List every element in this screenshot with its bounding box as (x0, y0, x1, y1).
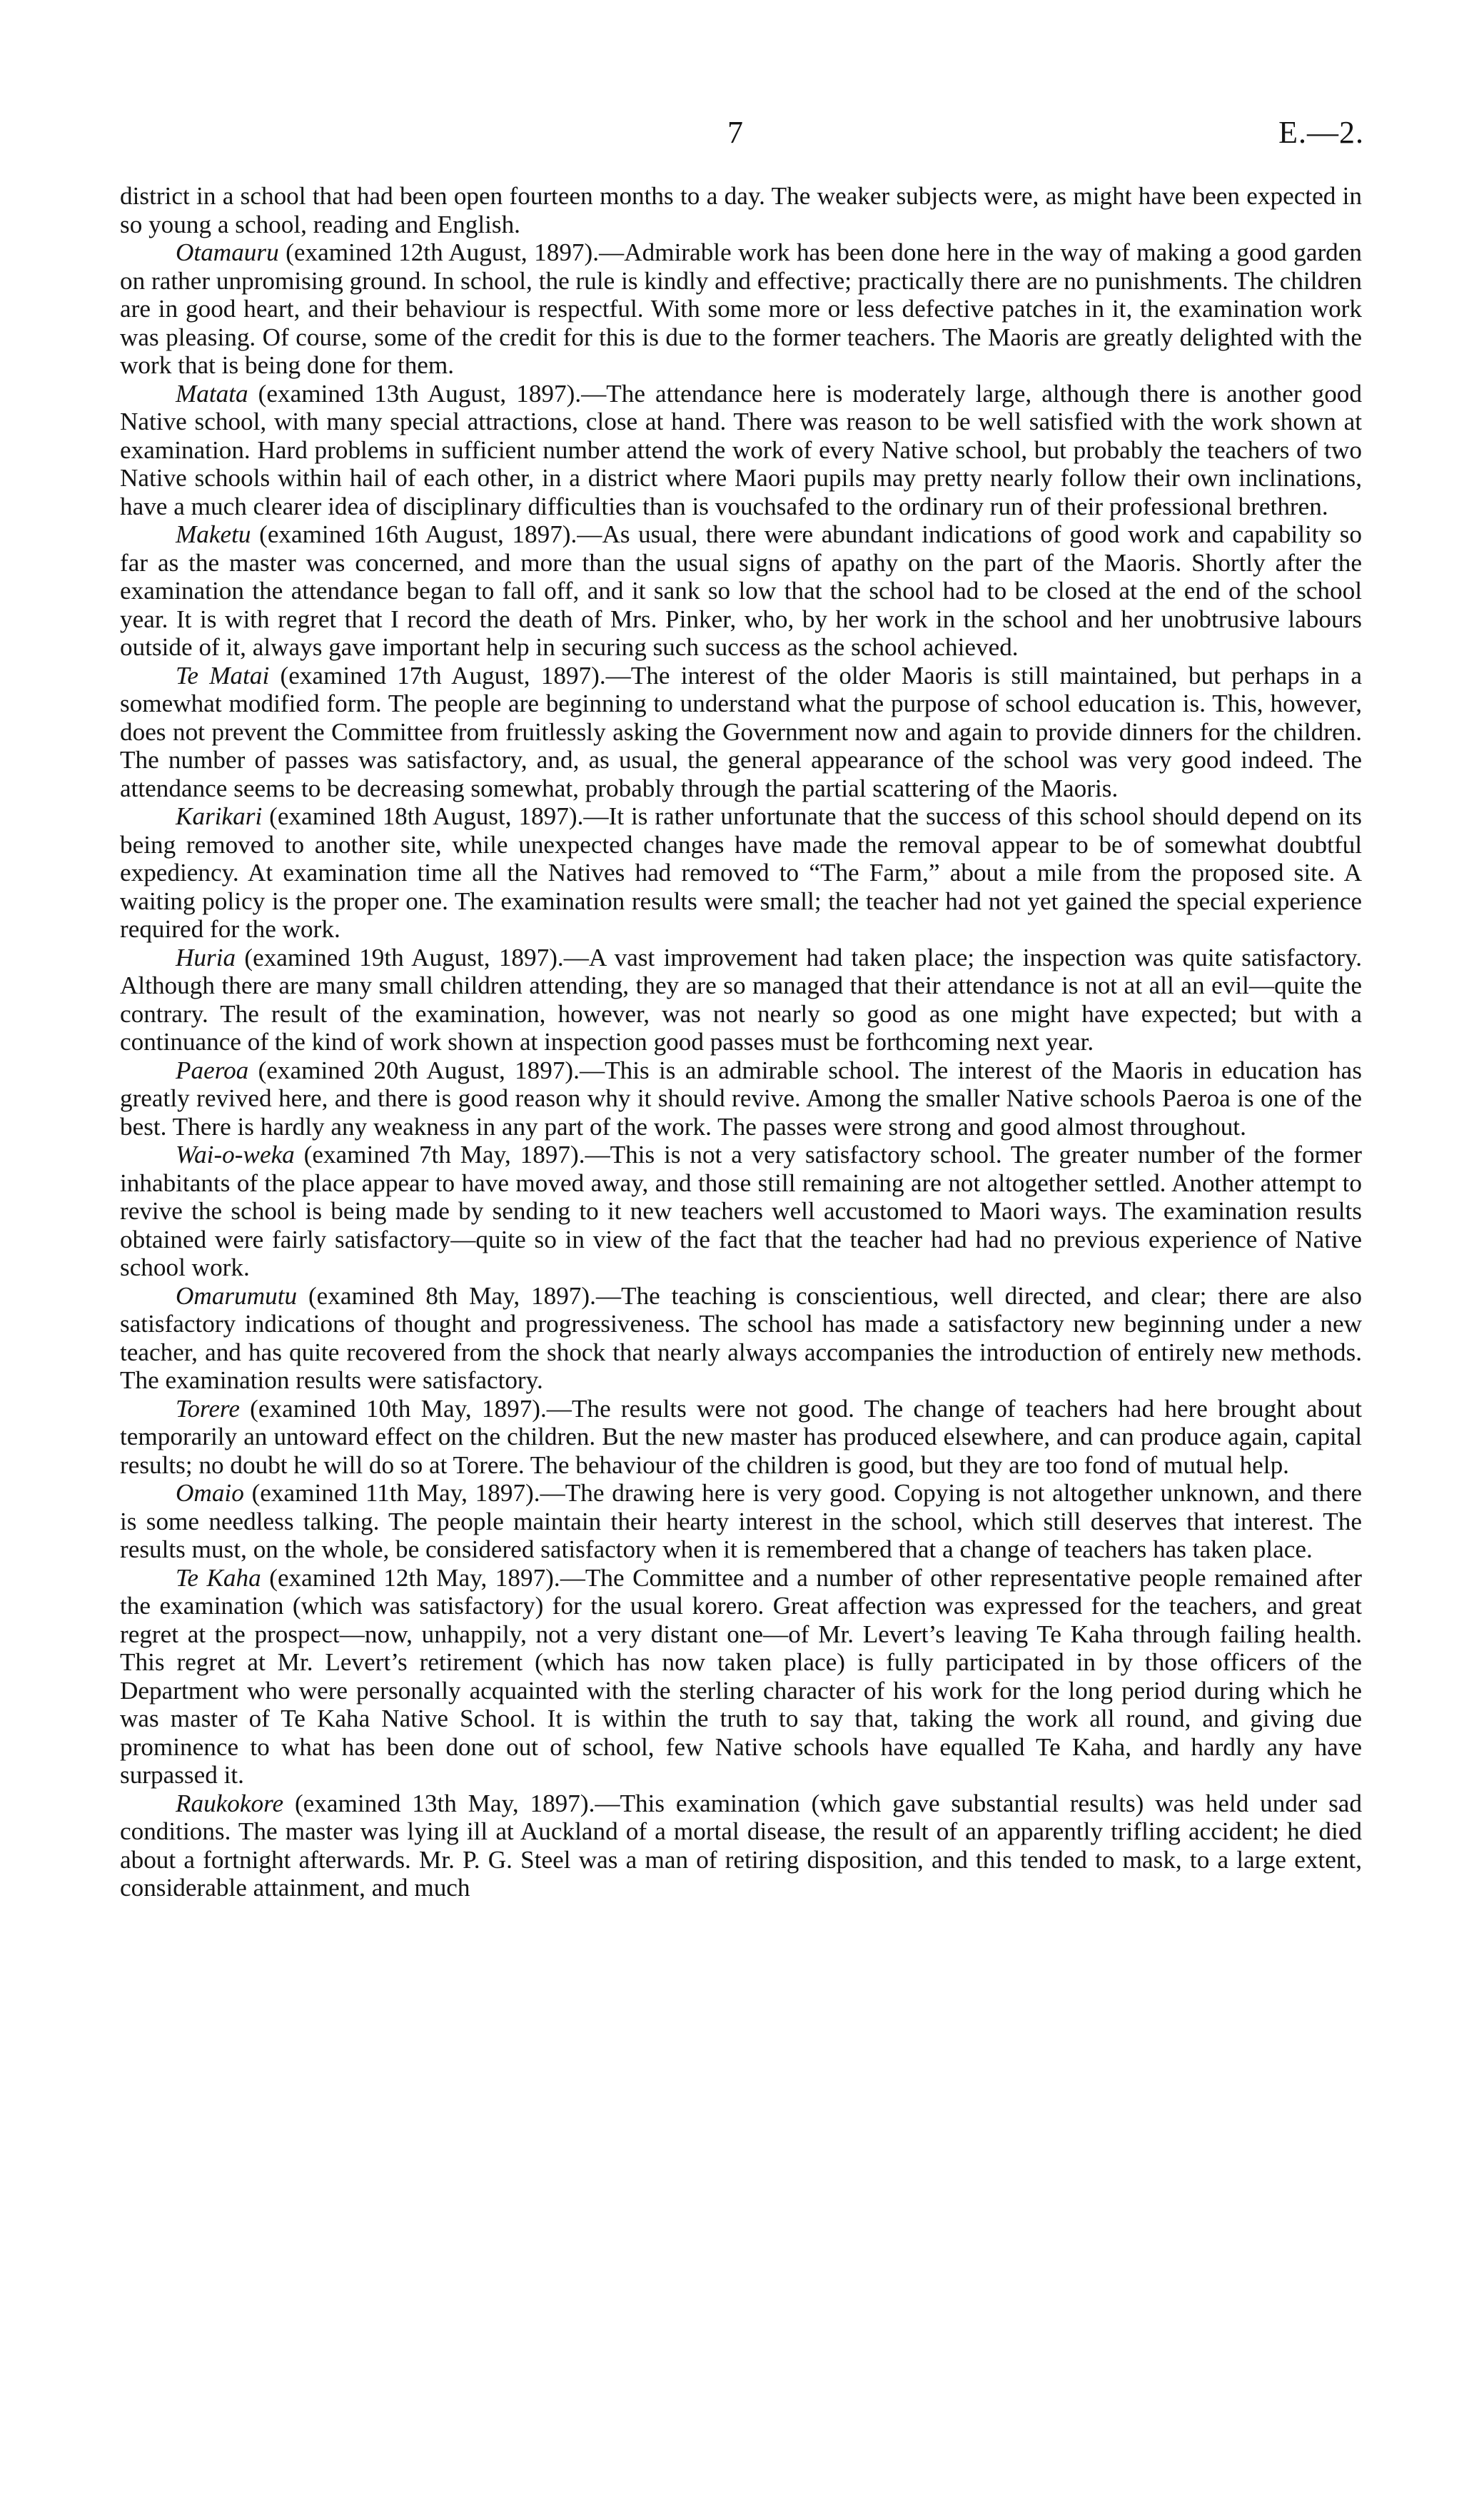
paragraph-huria (120, 944, 1362, 1056)
school-name: Matata (176, 379, 248, 408)
school-name: Otamauru (176, 238, 279, 266)
paragraph-otamauru (120, 238, 1362, 380)
paragraph-omaio (120, 1479, 1362, 1564)
paragraph-karikari (120, 802, 1362, 944)
paragraph-wai-o-weka (120, 1141, 1362, 1282)
paragraph-text: (examined 17th August, 1897).—The interest of the older Maoris is still maintained, but perhaps in a somewhat modified form. The people are beginning to understand what the purpose of school education is. This, however, does not prevent the Committee from fruitlessly asking the Government now and again to provide dinners for the children. The number of passes was satisfactory, and, as usual, the general appearance of the school was very good indeed. The attendance seems to be decreasing somewhat, probably through the partial scattering of the Maoris. (120, 661, 1362, 802)
paragraph-text: (examined 13th May, 1897).—This examination (which gave substantial results) was held under sad conditions. The master was lying ill at Auckland of a mortal disease, the result of an apparently trifling accident; he died about a fortnight afterwards. Mr. P. G. Steel was a man of retiring disposition, and this tended to mask, to a large extent, considerable attainment, and much (120, 1789, 1362, 1902)
report-body (120, 182, 1362, 1902)
school-name: Te Matai (176, 661, 270, 690)
paragraph-omarumutu (120, 1282, 1362, 1395)
paragraph-matata (120, 380, 1362, 521)
paragraph-text: (examined 13th August, 1897).—The attendance here is moderately large, although there is another good Native school, with many special attractions, close at hand. There was reason to be well satisfied with the work shown at examination. Hard problems in sufficient number attend the work of every Native school, but probably the teachers of two Native schools within hail of each other, in a district where Maori pupils may pretty nearly follow their own inclinations, have a much clearer idea of disciplinary difficulties than is vouchsafed to the ordinary run of their professional brethren. (120, 379, 1362, 520)
paragraph-text: (examined 12th May, 1897).—The Committee and a number of other representative people remained after the examination (which was satisfactory) for the usual korero. Great affection was expressed for the teachers, and great regret at the prospect—now, unhappily, not a very distant one—of Mr. Levert’s leaving Te Kaha through failing health. This regret at Mr. Levert’s retirement (which has now taken place) is fully participated in by those officers of the Department who were personally acquainted with the sterling character of his work for the long period during which he was master of Te Kaha Native School. It is within the truth to say that, taking the work all round, and giving due prominence to what has been done out of school, few Native schools have equalled Te Kaha, and hardly any have surpassed it. (120, 1563, 1362, 1789)
school-name: Paeroa (176, 1056, 249, 1084)
school-name: Omarumutu (176, 1281, 298, 1310)
school-name: Raukokore (176, 1789, 284, 1817)
school-name: Maketu (176, 520, 251, 548)
school-name: Huria (176, 943, 236, 971)
paragraph-text: (examined 8th May, 1897).—The teaching is conscientious, well directed, and clear; there are also satisfactory indications of thought and progressiveness. The school has made a satisfactory new beginning under a new teacher, and has quite recovered from the shock that nearly always accompanies the introduction of entirely new methods. The examination results were satisfactory. (120, 1281, 1362, 1394)
paragraph-raukokore (120, 1789, 1362, 1902)
school-name: Wai-o-weka (176, 1141, 295, 1168)
paragraph-text: (examined 11th May, 1897).—The drawing here is very good. Copying is not altogether unknown, and there is some needless talking. The people maintain their hearty interest in the school, which still deserves that interest. The results must, on the whole, be considered satisfactory when it is remembered that a change of teachers has taken place. (120, 1479, 1362, 1563)
paragraph-text: (examined 12th August, 1897).—Admirable work has been done here in the way of making a good garden on rather unpromising ground. In school, the rule is kindly and effective; practically there are no punishments. The children are in good heart, and their behaviour is respectful. With some more or less defective patches in it, the examination work was pleasing. Of course, some of the credit for this is due to the former teachers. The Maoris are greatly delighted with the work that is being done for them. (120, 238, 1362, 379)
school-name: Karikari (176, 802, 263, 830)
paragraph-continuation: district in a school that had been open fourteen months to a day. The weaker subjects were, as might have been expected in so young a school, reading and English. (120, 182, 1362, 238)
school-name: Omaio (176, 1479, 244, 1507)
paragraph-paeroa (120, 1056, 1362, 1141)
paragraph-text: (examined 16th August, 1897).—As usual, there were abundant indications of good work and capability so far as the master was concerned, and more than the usual signs of apathy on the part of the Maoris. Shortly after the examination the attendance began to fall off, and it sank so low that the school had to be closed at the end of the school year. It is with regret that I record the death of Mrs. Pinker, who, by her work in the school and her unobtrusive labours outside of it, always gave important help in securing such success as the school achieved. (120, 520, 1362, 661)
paragraph-maketu (120, 520, 1362, 662)
paragraph-text: (examined 7th May, 1897).—This is not a very satisfactory school. The greater number of the former inhabitants of the place appear to have moved away, and those still remaining are not altogether settled. Another attempt to revive the school is being made by sending to it new teachers well accustomed to Maori ways. The examination results obtained were fairly satisfactory—quite so in view of the fact that the teacher had had no previous experience of Native school work. (120, 1141, 1362, 1281)
school-name: Te Kaha (176, 1563, 261, 1592)
paragraph-text: (examined 18th August, 1897).—It is rather unfortunate that the success of this school should depend on its being removed to another site, while unexpected changes have made the removal appear to be of somewhat doubtful expediency. At examination time all the Natives had removed to “The Farm,” about a mile from the proposed site. A waiting policy is the proper one. The examination results were small; the teacher had not yet gained the special experience required for the work. (120, 802, 1362, 943)
page-number: 7 (727, 115, 743, 150)
paragraph-text: (examined 10th May, 1897).—The results were not good. The change of teachers had here brought about temporarily an untoward effect on the children. But the new master has produced elsewhere, and can produce again, capital results; no doubt he will do so at Torere. The behaviour of the children is good, but they are too fond of mutual help. (120, 1394, 1362, 1479)
paragraph-text: (examined 19th August, 1897).—A vast improvement had taken place; the inspection was quite satisfactory. Although there are many small children attending, they are so managed that their attendance is not at all an evil—quite the contrary. The result of the examination, however, was not nearly so good as one might have expected; but with a continuance of the kind of work shown at inspection good passes must be forthcoming next year. (120, 943, 1362, 1056)
paragraph-te-matai (120, 662, 1362, 803)
paragraph-torere (120, 1395, 1362, 1480)
school-name: Torere (176, 1394, 240, 1423)
paragraph-text: (examined 20th August, 1897).—This is an admirable school. The interest of the Maoris in education has greatly revived here, and there is good reason why it should revive. Among the smaller Native schools Paeroa is one of the best. There is hardly any weakness in any part of the work. The passes were strong and good almost throughout. (120, 1056, 1362, 1141)
series-code: E.—2. (1278, 115, 1364, 150)
paragraph-te-kaha (120, 1564, 1362, 1789)
page-header (0, 114, 1484, 157)
